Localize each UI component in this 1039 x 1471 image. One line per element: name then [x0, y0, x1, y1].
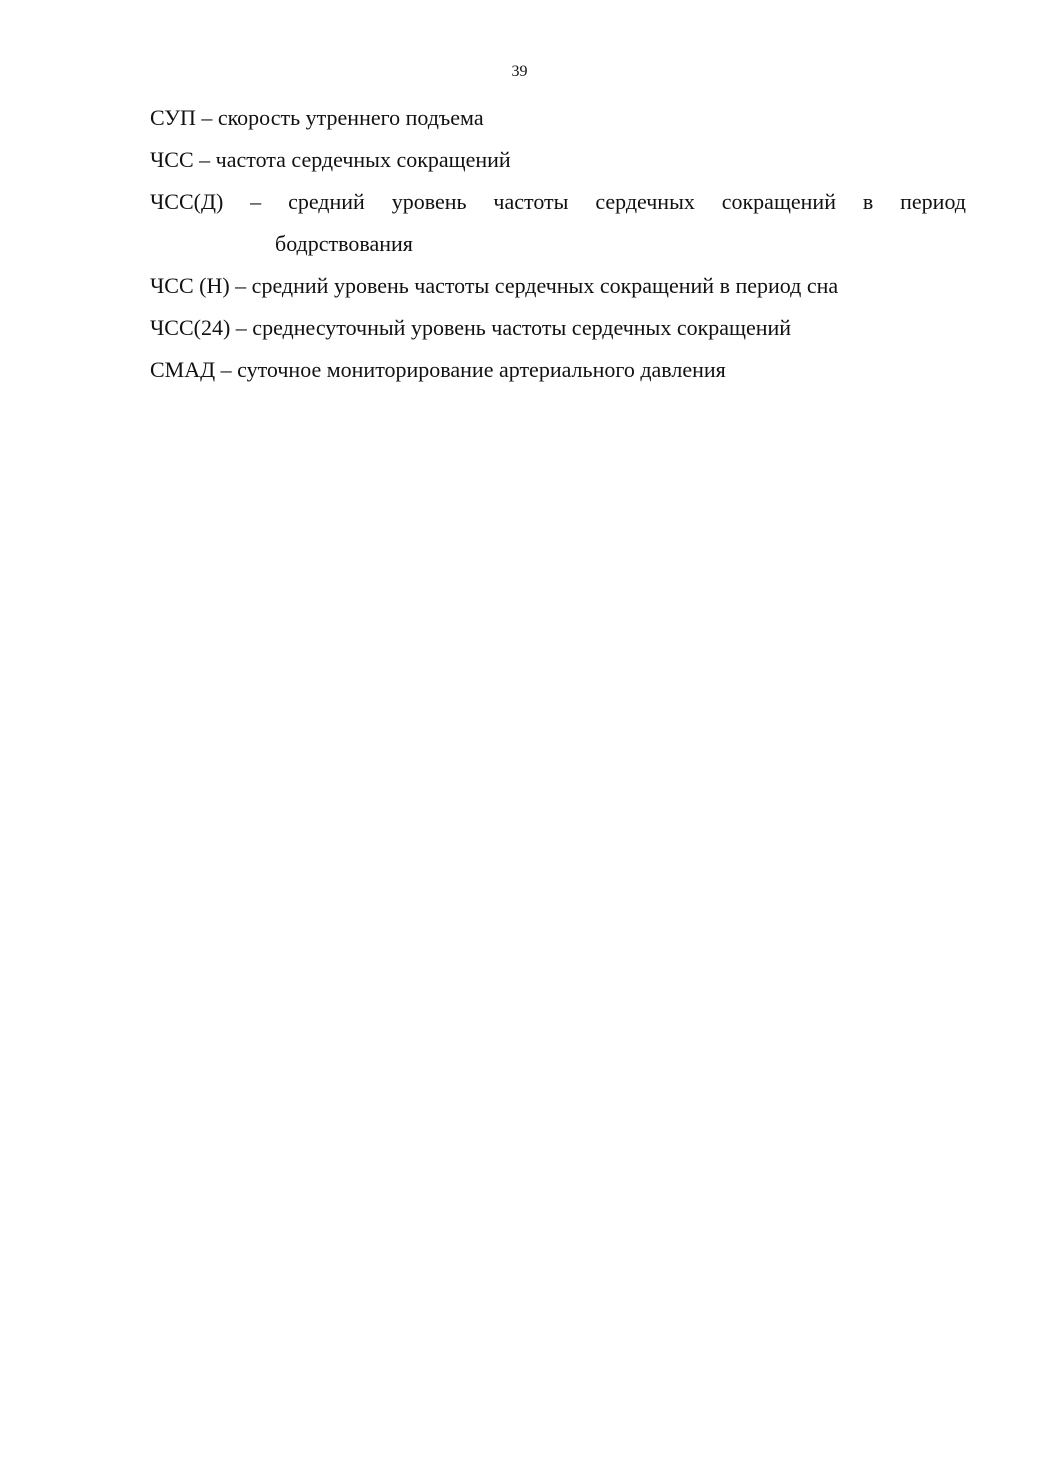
abbreviation-list: [150, 97, 966, 391]
abbreviation-text: ЧСС(Д) – средний уровень частоты сердечных сокращений в период: [150, 189, 966, 214]
abbreviation-item: СМАД – суточное мониторирование артериального давления: [150, 357, 726, 382]
abbreviation-item: СУП – скорость утреннего подъема: [150, 105, 484, 130]
page-number: 39: [511, 63, 528, 80]
abbreviation-item: ЧСС (Н) – средний уровень частоты сердечных сокращений в период сна: [150, 273, 839, 298]
abbreviation-item: [150, 181, 966, 265]
abbreviation-item: ЧСС(24) – среднесуточный уровень частоты сердечных сокращений: [150, 315, 792, 340]
abbreviation-continuation: бодрствования: [275, 231, 413, 256]
abbreviation-item: ЧСС – частота сердечных сокращений: [150, 147, 511, 172]
